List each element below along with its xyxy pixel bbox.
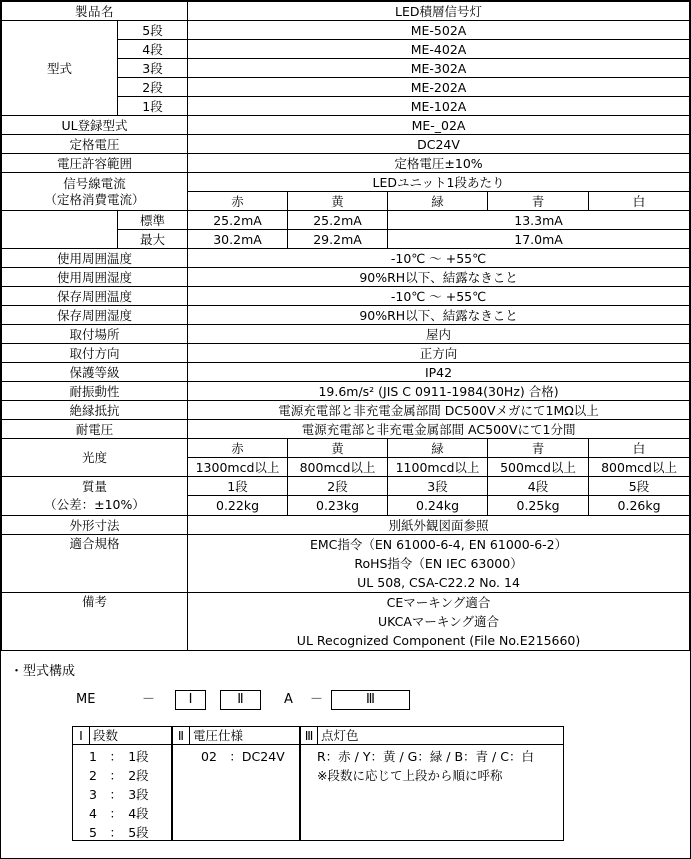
row-current-std [2, 211, 690, 230]
row-storage-humidity [2, 306, 690, 325]
dimensions-label: 外形寸法 [2, 516, 188, 535]
standards-value [188, 535, 690, 593]
mass-value: 0.22kg [188, 496, 288, 516]
spec-value: 電源充電部と非充電金属部間 DC500Vメガにて1MΩ以上 [188, 401, 690, 420]
signal-current-label [2, 173, 188, 211]
remarks-line: UKCAマーキング適合 [377, 614, 500, 629]
model-step: 3段 [118, 59, 188, 78]
row-mount-direction [2, 344, 690, 363]
remarks-label: 備考 [2, 593, 188, 651]
model-step: 4段 [118, 40, 188, 59]
model-box-voltage: Ⅱ [220, 690, 261, 710]
color-green: 緑 [388, 192, 488, 211]
mass-step: 1段 [188, 477, 288, 496]
standards-label: 適合規格 [2, 535, 188, 593]
spec-value: 正方向 [188, 344, 690, 363]
model-dash: － [310, 692, 324, 707]
spec-value: 19.6m/s² (JIS C 0911-1984(30Hz) 合格) [188, 382, 690, 401]
row-rated-voltage [2, 135, 690, 154]
current-std-others: 13.3mA [388, 211, 690, 230]
mass-label-line1: 質量 [82, 479, 108, 494]
current-max-label: 最大 [118, 230, 188, 249]
legend-title: 点灯色 [321, 728, 359, 743]
legend-body [173, 745, 299, 766]
current-std-red: 25.2mA [188, 211, 288, 230]
row-mass-steps [2, 477, 690, 496]
spec-label: 耐電圧 [2, 420, 188, 439]
spec-value: 屋内 [188, 325, 690, 344]
row-remarks [2, 593, 690, 651]
model-step: 2段 [118, 78, 188, 97]
lum-color-red: 赤 [188, 439, 288, 458]
standards-line: EMC指令（EN 61000-6-4, EN 61000-6-2） [309, 537, 568, 552]
model-value: ME-302A [188, 59, 690, 78]
row-withstand-voltage [2, 420, 690, 439]
legend-item: 02 ：DC24V [201, 749, 285, 764]
lum-value: 800mcd以上 [589, 458, 690, 477]
model-value: ME-502A [188, 21, 690, 40]
blank-cell [2, 211, 118, 230]
model-config-row [0, 689, 691, 711]
ul-model-value: ME-_02A [188, 116, 690, 135]
model-value: ME-202A [188, 78, 690, 97]
lum-value: 800mcd以上 [288, 458, 388, 477]
row-product [2, 2, 690, 21]
legend-header [173, 727, 299, 745]
spec-label: 使用周囲温度 [2, 249, 188, 268]
signal-current-note: LEDユニット1段あたり [188, 173, 690, 192]
row-voltage-range [2, 154, 690, 173]
model-prefix: ME [76, 692, 96, 707]
lum-color-blue: 青 [488, 439, 589, 458]
model-dash: － [142, 692, 156, 707]
rated-voltage-value: DC24V [188, 135, 690, 154]
mass-label [2, 477, 188, 516]
current-max-red: 30.2mA [188, 230, 288, 249]
legend-header [301, 727, 563, 745]
ul-model-label: UL登録型式 [2, 116, 188, 135]
remarks-line: CEマーキング適合 [386, 595, 491, 610]
spec-value: IP42 [188, 363, 690, 382]
color-red: 赤 [188, 192, 288, 211]
legend-body [73, 745, 171, 842]
current-std-label: 標準 [118, 211, 188, 230]
row-mount-location [2, 325, 690, 344]
mass-value: 0.23kg [288, 496, 388, 516]
color-yellow: 黄 [288, 192, 388, 211]
luminosity-label: 光度 [2, 439, 188, 477]
row-model-5 [2, 21, 690, 40]
lum-value: 1100mcd以上 [388, 458, 488, 477]
spec-value: 90%RH以下、結露なきこと [188, 306, 690, 325]
row-standards [2, 535, 690, 593]
legend-voltage [172, 726, 300, 841]
blank-cell [2, 230, 118, 249]
row-vibration [2, 382, 690, 401]
signal-current-label-line1: 信号線電流 [63, 175, 126, 191]
row-luminosity-colors [2, 439, 690, 458]
legend-item: 3 ： 3段 [89, 787, 149, 802]
lum-value: 1300mcd以上 [188, 458, 288, 477]
current-max-others: 17.0mA [388, 230, 690, 249]
legend-body [301, 745, 563, 785]
legend-num: Ⅰ [73, 727, 90, 744]
legend-header [73, 727, 171, 745]
mass-value: 0.24kg [388, 496, 488, 516]
mass-step: 3段 [388, 477, 488, 496]
lum-value: 500mcd以上 [488, 458, 589, 477]
remarks-line: UL Recognized Component (File No.E215660) [296, 633, 581, 648]
legend-item: 5 ： 5段 [89, 825, 149, 840]
remarks-value [188, 593, 690, 651]
row-signal-current-note [2, 173, 690, 192]
color-blue: 青 [488, 192, 589, 211]
legend-title: 段数 [93, 728, 119, 743]
mass-step: 5段 [589, 477, 690, 496]
standards-line: RoHS指令（EN IEC 63000） [354, 556, 523, 571]
rated-voltage-label: 定格電圧 [2, 135, 188, 154]
legend-steps [72, 726, 172, 841]
spec-label: 取付場所 [2, 325, 188, 344]
lum-color-white: 白 [589, 439, 690, 458]
mass-step: 4段 [488, 477, 589, 496]
model-config-title: ・型式構成 [10, 664, 76, 679]
legend-num: Ⅱ [173, 727, 190, 744]
mass-step: 2段 [288, 477, 388, 496]
mass-label-line2: （公差：±10%） [44, 497, 145, 512]
signal-current-label-line2: （定格消費電流） [44, 191, 145, 207]
model-box-steps: Ⅰ [175, 690, 206, 710]
row-op-temp [2, 249, 690, 268]
legend-item: ※段数に応じて上段から順に呼称 [317, 768, 503, 783]
model-step: 1段 [118, 97, 188, 116]
row-op-humidity [2, 268, 690, 287]
row-ul-model [2, 116, 690, 135]
dimensions-value: 別紙外観図面参照 [188, 516, 690, 535]
model-value: ME-102A [188, 97, 690, 116]
spec-label: 保存周囲温度 [2, 287, 188, 306]
voltage-range-label: 電圧許容範囲 [2, 154, 188, 173]
spec-value: -10℃ ～ +55℃ [188, 287, 690, 306]
model-letter-a: A [284, 692, 293, 707]
spec-table [1, 1, 690, 651]
product-label: 製品名 [2, 2, 188, 21]
spec-label: 耐振動性 [2, 382, 188, 401]
model-label: 型式 [2, 21, 118, 116]
voltage-range-value: 定格電圧±10% [188, 154, 690, 173]
spec-value: -10℃ ～ +55℃ [188, 249, 690, 268]
spec-label: 使用周囲湿度 [2, 268, 188, 287]
legend-color [300, 726, 564, 841]
model-box-color: Ⅲ [331, 690, 410, 710]
mass-value: 0.26kg [589, 496, 690, 516]
spec-label: 絶縁抵抗 [2, 401, 188, 420]
spec-value: 電源充電部と非充電金属部間 AC500Vにて1分間 [188, 420, 690, 439]
row-dimensions [2, 516, 690, 535]
row-protection [2, 363, 690, 382]
spec-label: 保存周囲湿度 [2, 306, 188, 325]
spec-value: 90%RH以下、結露なきこと [188, 268, 690, 287]
product-value: LED積層信号灯 [188, 2, 690, 21]
legend-num: Ⅲ [301, 727, 318, 744]
color-white: 白 [589, 192, 690, 211]
legend-item: R：赤 / Y：黄 / G：緑 / B：青 / C：白 [317, 749, 534, 764]
legend-item: 1 ： 1段 [89, 749, 149, 764]
spec-label: 取付方向 [2, 344, 188, 363]
standards-line: UL 508, CSA-C22.2 No. 14 [357, 575, 520, 590]
model-value: ME-402A [188, 40, 690, 59]
lum-color-yellow: 黄 [288, 439, 388, 458]
legend-item: 2 ： 2段 [89, 768, 149, 783]
spec-label: 保護等級 [2, 363, 188, 382]
current-std-yellow: 25.2mA [288, 211, 388, 230]
current-max-yellow: 29.2mA [288, 230, 388, 249]
model-step: 5段 [118, 21, 188, 40]
row-storage-temp [2, 287, 690, 306]
row-insulation [2, 401, 690, 420]
legend-title: 電圧仕様 [193, 728, 244, 743]
mass-value: 0.25kg [488, 496, 589, 516]
lum-color-green: 緑 [388, 439, 488, 458]
row-current-max [2, 230, 690, 249]
legend-item: 4 ： 4段 [89, 806, 149, 821]
